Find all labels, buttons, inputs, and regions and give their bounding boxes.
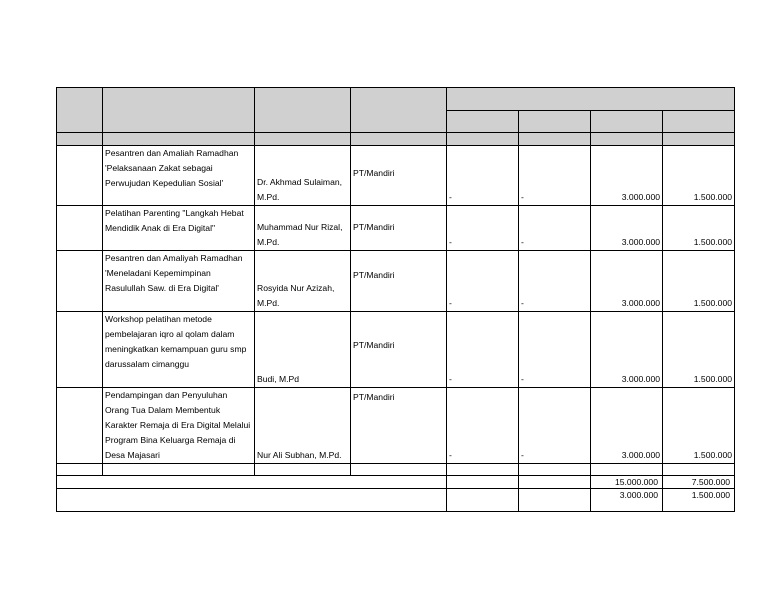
row-3-col6: - xyxy=(518,250,591,312)
row-2-col5: - xyxy=(446,205,519,251)
row-5-col5: - xyxy=(446,387,519,464)
index-row-col7 xyxy=(590,132,663,146)
header-sub-col5 xyxy=(446,110,519,133)
header-col-source xyxy=(350,87,447,133)
header-group-funding xyxy=(446,87,735,111)
header-col-title xyxy=(102,87,255,133)
row-5-source: PT/Mandiri xyxy=(350,387,447,464)
total-col8: 7.500.000 xyxy=(662,475,735,489)
row-1-speaker: Dr. Akhmad Sulaiman, M.Pd. xyxy=(254,145,351,206)
row-4-col6: - xyxy=(518,311,591,388)
row-3-title: Pesantren dan Amaliyah Ramadhan 'Meneladani Kepemimpinan Rasulullah Saw. di Era Digital' xyxy=(102,250,255,312)
row-2-col8: 1.500.000 xyxy=(662,205,735,251)
total-row-col6 xyxy=(518,475,591,489)
row-2-source: PT/Mandiri xyxy=(350,205,447,251)
index-row-col6 xyxy=(518,132,591,146)
row-5-speaker: Nur Ali Subhan, M.Pd. xyxy=(254,387,351,464)
average-row-col6 xyxy=(518,488,591,512)
row-2-no xyxy=(56,205,103,251)
index-row-col5 xyxy=(446,132,519,146)
row-1-col5: - xyxy=(446,145,519,206)
row-4-source: PT/Mandiri xyxy=(350,311,447,388)
header-col-no xyxy=(56,87,103,133)
row-1-col7: 3.000.000 xyxy=(590,145,663,206)
row-5-title: Pendampingan dan Penyuluhan Orang Tua Dalam Membentuk Karakter Remaja di Era Digital Melalui Program Bina Keluarga Remaja di Desa Majasari xyxy=(102,387,255,464)
total-row-label xyxy=(56,475,447,489)
row-4-no xyxy=(56,311,103,388)
row-5-col8: 1.500.000 xyxy=(662,387,735,464)
row-2-title: Pelatihan Parenting "Langkah Hebat Mendidik Anak di Era Digital" xyxy=(102,205,255,251)
row-3-no xyxy=(56,250,103,312)
row-2-speaker: Muhammad Nur Rizal, M.Pd. xyxy=(254,205,351,251)
row-4-title: Workshop pelatihan metode pembelajaran iqro al qolam dalam meningkatkan kemampuan guru smp darussalam cimanggu xyxy=(102,311,255,388)
activity-table xyxy=(56,87,735,512)
index-row-col-speaker xyxy=(254,132,351,146)
header-sub-col6 xyxy=(518,110,591,133)
average-row-col5 xyxy=(446,488,519,512)
row-1-col6: - xyxy=(518,145,591,206)
average-row-label xyxy=(56,488,447,512)
index-row-col-title xyxy=(102,132,255,146)
header-sub-col8 xyxy=(662,110,735,133)
index-row-col8 xyxy=(662,132,735,146)
row-3-speaker: Rosyida Nur Azizah, M.Pd. xyxy=(254,250,351,312)
average-col7: 3.000.000 xyxy=(590,488,663,512)
row-3-col5: - xyxy=(446,250,519,312)
row-4-col7: 3.000.000 xyxy=(590,311,663,388)
row-3-col7: 3.000.000 xyxy=(590,250,663,312)
row-4-col8: 1.500.000 xyxy=(662,311,735,388)
average-col8: 1.500.000 xyxy=(662,488,735,512)
row-3-source: PT/Mandiri xyxy=(350,250,447,312)
index-row-col-no xyxy=(56,132,103,146)
row-4-col5: - xyxy=(446,311,519,388)
row-5-no xyxy=(56,387,103,464)
row-4-speaker: Budi, M.Pd xyxy=(254,311,351,388)
row-3-col8: 1.500.000 xyxy=(662,250,735,312)
total-col7: 15.000.000 xyxy=(590,475,663,489)
index-row-col-source xyxy=(350,132,447,146)
row-1-source: PT/Mandiri xyxy=(350,145,447,206)
header-col-speaker xyxy=(254,87,351,133)
total-row-col5 xyxy=(446,475,519,489)
row-1-col8: 1.500.000 xyxy=(662,145,735,206)
row-5-col6: - xyxy=(518,387,591,464)
header-sub-col7 xyxy=(590,110,663,133)
row-1-title: Pesantren dan Amaliah Ramadhan 'Pelaksanaan Zakat sebagai Perwujudan Kepedulian Sosial' xyxy=(102,145,255,206)
row-5-col7: 3.000.000 xyxy=(590,387,663,464)
row-2-col6: - xyxy=(518,205,591,251)
row-1-no xyxy=(56,145,103,206)
row-2-col7: 3.000.000 xyxy=(590,205,663,251)
